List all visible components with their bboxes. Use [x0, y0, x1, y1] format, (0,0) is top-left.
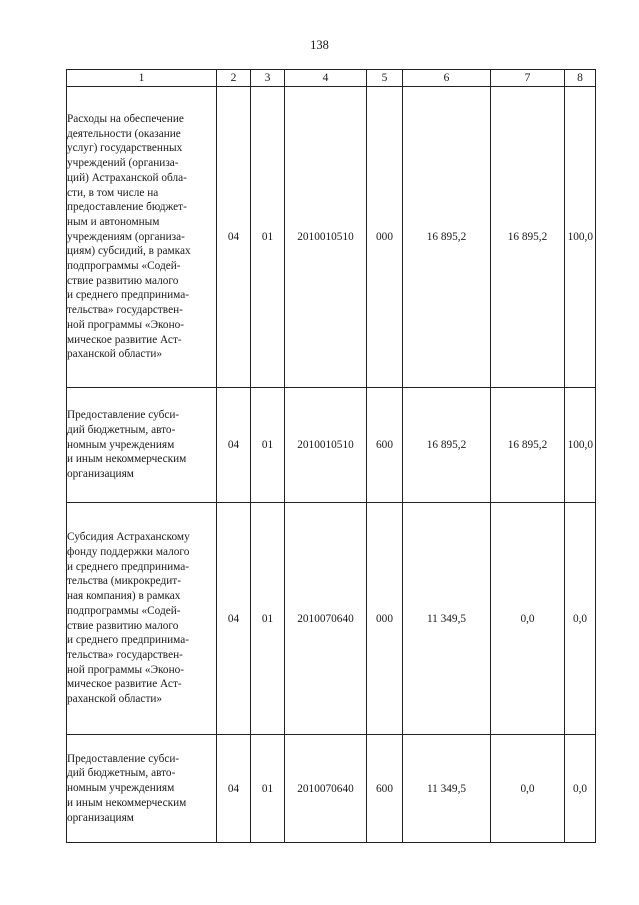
description-line: и среднего предпринима-	[67, 560, 190, 573]
description-line: и иным некоммерческим	[67, 796, 187, 809]
subsection-code: 01	[251, 388, 285, 503]
description-line: организациям	[67, 468, 134, 481]
table-row	[67, 388, 596, 503]
table-row	[67, 735, 596, 843]
subsection-code: 01	[251, 503, 285, 735]
description-line: раханской области»	[67, 693, 163, 706]
description-line: фонду поддержки малого	[67, 545, 190, 558]
description-line: учреждениям (организа-	[67, 230, 185, 243]
target-article-code: 2010010510	[285, 388, 367, 503]
header-cell: 8	[565, 70, 596, 87]
description-line: ная компания) в рамках	[67, 590, 181, 603]
description-line: ной программы «Эконо-	[67, 318, 185, 331]
section-code: 04	[217, 735, 251, 843]
description-line: и среднего предпринима-	[67, 634, 190, 647]
subsection-code: 01	[251, 87, 285, 388]
header-cell: 5	[367, 70, 403, 87]
expense-type-code: 000	[367, 503, 403, 735]
budget-table	[66, 69, 596, 843]
column-8-value: 100,0	[565, 87, 596, 388]
expense-type-code: 600	[367, 735, 403, 843]
table-row	[67, 503, 596, 735]
description-line: номным учреждениям	[67, 438, 175, 451]
column-6-value: 11 349,5	[403, 735, 491, 843]
table-row	[67, 87, 596, 388]
description-line: тельства (микрокредит-	[67, 575, 181, 588]
description-line: ной программы «Эконо-	[67, 663, 185, 676]
target-article-code: 2010070640	[285, 503, 367, 735]
table-header-row	[67, 70, 596, 87]
column-7-value: 16 895,2	[491, 388, 565, 503]
column-6-value: 16 895,2	[403, 388, 491, 503]
row-description	[67, 503, 217, 735]
description-line: деятельности (оказание	[67, 127, 181, 140]
target-article-code: 2010070640	[285, 735, 367, 843]
column-8-value: 100,0	[565, 388, 596, 503]
description-line: номным учреждениям	[67, 782, 175, 795]
column-7-value: 0,0	[491, 503, 565, 735]
section-code: 04	[217, 87, 251, 388]
description-line: раханской области»	[67, 348, 163, 361]
description-line: Расходы на обеспечение	[67, 113, 184, 126]
description-line: предоставление бюджет-	[67, 201, 187, 214]
description-line: мическое развитие Аст-	[67, 333, 182, 346]
header-cell: 7	[491, 70, 565, 87]
subsection-code: 01	[251, 735, 285, 843]
header-cell: 6	[403, 70, 491, 87]
column-8-value: 0,0	[565, 735, 596, 843]
header-cell: 4	[285, 70, 367, 87]
description-line: дий бюджетным, авто-	[67, 423, 176, 436]
description-line: и среднего предпринима-	[67, 289, 190, 302]
page-number: 138	[310, 38, 329, 52]
description-line: Предоставление субси-	[67, 752, 180, 765]
row-description	[67, 87, 217, 388]
header-cell: 3	[251, 70, 285, 87]
description-line: ствие развитию малого	[67, 274, 179, 287]
column-6-value: 16 895,2	[403, 87, 491, 388]
column-7-value: 0,0	[491, 735, 565, 843]
description-line: ным и автономным	[67, 215, 160, 228]
description-line: Субсидия Астраханскому	[67, 531, 190, 544]
description-line: мическое развитие Аст-	[67, 678, 182, 691]
description-line: ствие развитию малого	[67, 619, 179, 632]
column-8-value: 0,0	[565, 503, 596, 735]
row-description	[67, 735, 217, 843]
header-cell: 2	[217, 70, 251, 87]
header-cell: 1	[67, 70, 217, 87]
row-description	[67, 388, 217, 503]
description-line: Предоставление субси-	[67, 409, 180, 422]
target-article-code: 2010010510	[285, 87, 367, 388]
section-code: 04	[217, 388, 251, 503]
description-line: подпрограммы «Содей-	[67, 604, 181, 617]
description-line: организациям	[67, 811, 134, 824]
column-6-value: 11 349,5	[403, 503, 491, 735]
expense-type-code: 600	[367, 388, 403, 503]
description-line: циям) субсидий, в рамках	[67, 245, 191, 258]
description-line: ций) Астраханской обла-	[67, 171, 187, 184]
description-line: подпрограммы «Содей-	[67, 260, 181, 273]
description-line: тельства» государствен-	[67, 648, 183, 661]
column-7-value: 16 895,2	[491, 87, 565, 388]
description-line: тельства» государствен-	[67, 304, 183, 317]
description-line: дий бюджетным, авто-	[67, 767, 176, 780]
description-line: сти, в том числе на	[67, 186, 159, 199]
description-line: услуг) государственных	[67, 142, 183, 155]
description-line: и иным некоммерческим	[67, 453, 187, 466]
description-line: учреждений (организа-	[67, 157, 179, 170]
expense-type-code: 000	[367, 87, 403, 388]
section-code: 04	[217, 503, 251, 735]
